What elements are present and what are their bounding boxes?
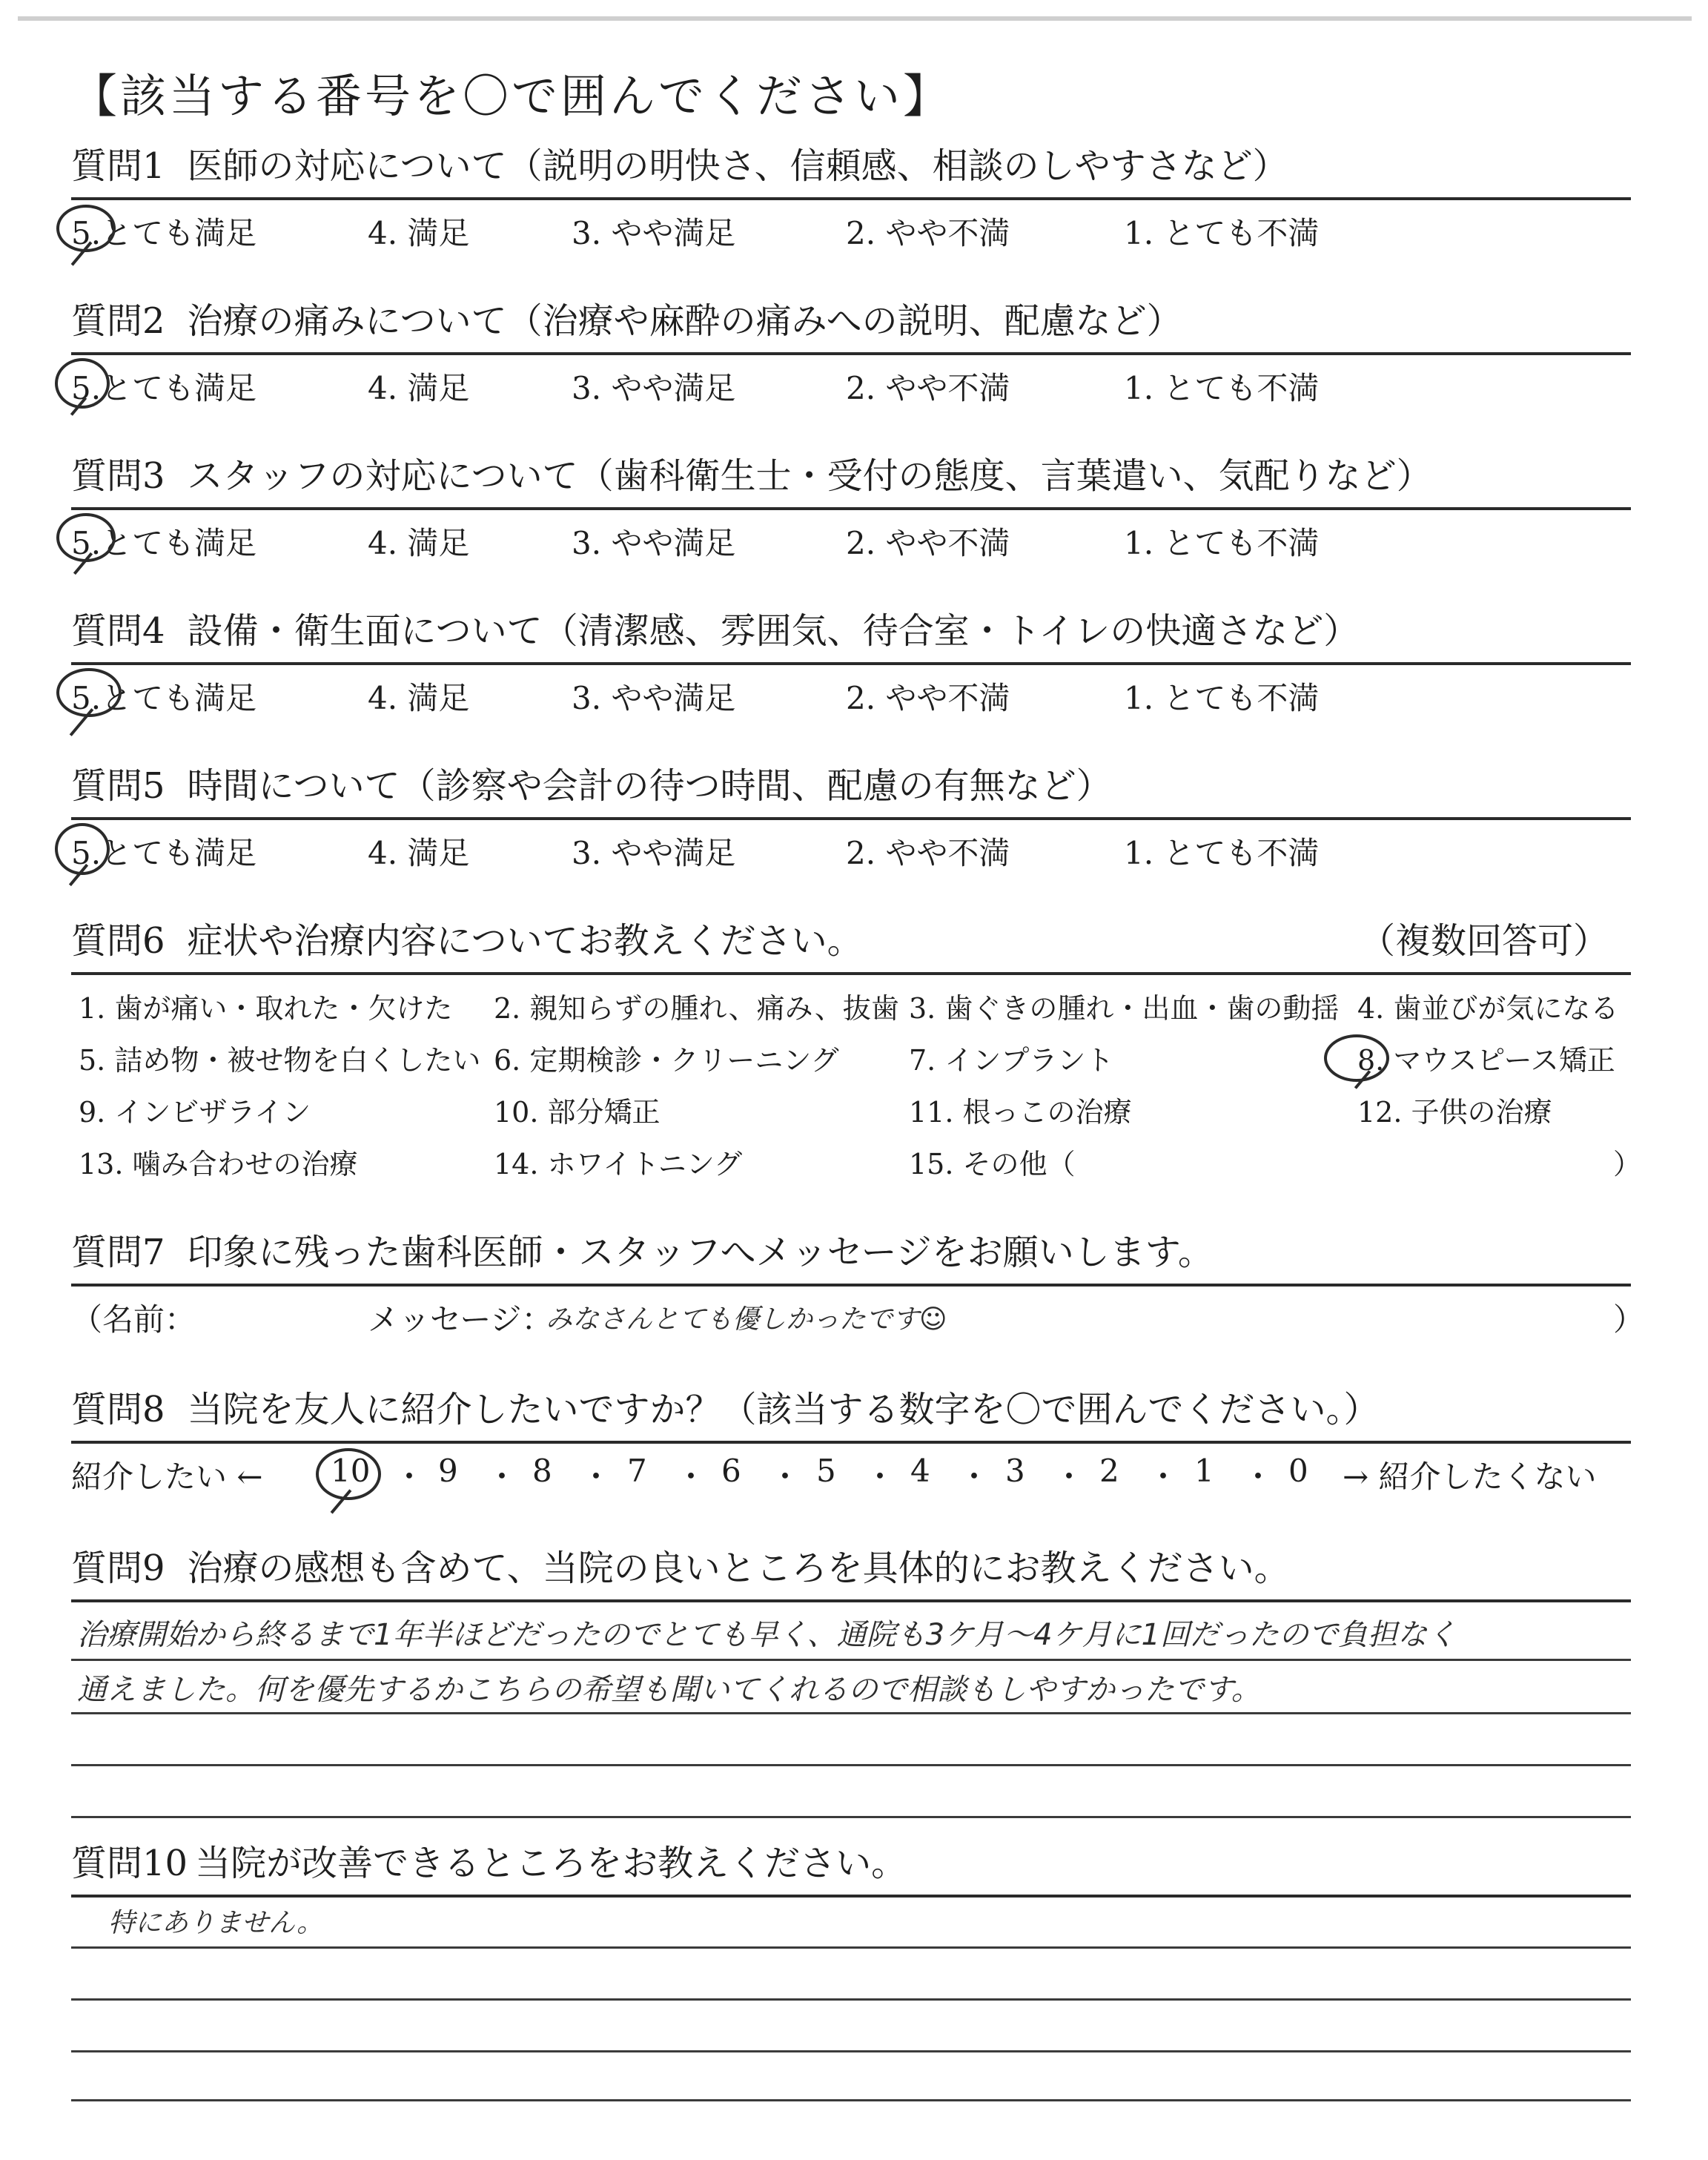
question-text: 治療の感想も含めて、当院の良いところを具体的にお教えください。: [187, 1548, 1290, 1589]
treatment-option-13[interactable]: 13. 噛み合わせの治療: [79, 1148, 358, 1180]
question-5: [71, 761, 1631, 916]
option-5[interactable]: 5.とても満足: [71, 835, 257, 871]
treatment-option-7[interactable]: 7. インプラント: [909, 1044, 1114, 1077]
answer-options: [71, 510, 1631, 562]
question-3: [71, 451, 1631, 606]
writing-line: [71, 2099, 1631, 2101]
scale-5[interactable]: 5: [816, 1453, 836, 1489]
scale-2[interactable]: 2: [1099, 1453, 1119, 1489]
treatment-option-4[interactable]: 4. 歯並びが気になる: [1357, 992, 1619, 1025]
treatment-option-15[interactable]: 15. その他（: [909, 1148, 1076, 1180]
treatment-option-3[interactable]: 3. 歯ぐきの腫れ・出血・歯の動揺: [909, 992, 1340, 1025]
option-5[interactable]: 5.とても満足: [71, 680, 257, 716]
treatment-option-6[interactable]: 6. 定期検診・クリーニング: [494, 1044, 839, 1077]
option-1[interactable]: 1. とても不満: [1124, 370, 1320, 406]
treatment-option-14[interactable]: 14. ホワイトニング: [494, 1148, 743, 1180]
answer-options: [71, 820, 1631, 872]
question-number: 質問10: [71, 1843, 188, 1884]
scale-6[interactable]: 6: [721, 1453, 741, 1489]
option-4[interactable]: 4. 満足: [368, 370, 470, 406]
option-3[interactable]: 3. やや満足: [572, 525, 736, 561]
writing-line: [71, 1764, 1631, 1766]
message-handwritten: みなさんとても優しかったです☺: [546, 1304, 947, 1335]
option-2[interactable]: 2. やや不満: [846, 370, 1010, 406]
treatment-option-12[interactable]: 12. 子供の治療: [1357, 1096, 1552, 1129]
question-6: [71, 916, 1642, 1227]
question-text: 医師の対応について（説明の明快さ、信頼感、相談のしやすさなど）: [187, 145, 1288, 187]
question-1: [71, 141, 1631, 296]
form-instruction: 【該当する番号を〇で囲んでください】: [71, 69, 953, 123]
question-9: [71, 1543, 1631, 1838]
treatment-option-8[interactable]: 8. マウスピース矯正: [1357, 1044, 1615, 1077]
question-number: 質問6: [71, 920, 165, 962]
treatment-option-1[interactable]: 1. 歯が痛い・取れた・欠けた: [79, 992, 453, 1025]
question-2: [71, 296, 1631, 451]
question-number: 質問9: [71, 1548, 165, 1589]
question-8: [71, 1384, 1631, 1543]
option-1[interactable]: 1. とても不満: [1124, 215, 1320, 251]
option-3[interactable]: 3. やや満足: [572, 215, 736, 251]
answer-options: [71, 355, 1631, 407]
writing-line: [71, 1712, 1631, 1714]
option-4[interactable]: 4. 満足: [368, 215, 470, 251]
option-1[interactable]: 1. とても不満: [1124, 525, 1320, 561]
recommend-scale: [71, 1444, 1631, 1500]
option-4[interactable]: 4. 満足: [368, 525, 470, 561]
option-3[interactable]: 3. やや満足: [572, 370, 736, 406]
multiple-answers-note: （複数回答可）: [1359, 920, 1609, 962]
scale-separator: ・: [959, 1459, 990, 1495]
answer-options: [71, 665, 1631, 717]
name-label: （名前：: [71, 1301, 196, 1338]
question-number: 質問7: [71, 1232, 165, 1273]
treatment-option-11[interactable]: 11. 根っこの治療: [909, 1096, 1132, 1129]
answer-options: [71, 200, 1631, 252]
answer-area: [71, 1898, 1631, 2113]
option-3[interactable]: 3. やや満足: [572, 680, 736, 716]
writing-line: [71, 1659, 1631, 1661]
scale-right-label: → 紹介したくない: [1343, 1459, 1597, 1495]
scale-9[interactable]: 9: [438, 1453, 458, 1489]
question-text: 治療の痛みについて（治療や麻酔の痛みへの説明、配慮など）: [187, 300, 1182, 342]
answer-area: [71, 1602, 1631, 1825]
scan-top-edge: [18, 16, 1692, 21]
question-number: 質問1: [71, 145, 165, 187]
option-2[interactable]: 2. やや不満: [846, 215, 1010, 251]
handwritten-answer-line-2: 通えました。何を優先するかこちらの希望も聞いてくれるので相談もしやすかったです。: [77, 1673, 1261, 1707]
option-4[interactable]: 4. 満足: [368, 835, 470, 871]
question-number: 質問5: [71, 765, 165, 807]
hand-circle-mark: [1324, 1034, 1389, 1082]
question-number: 質問3: [71, 455, 165, 497]
question-number: 質問8: [71, 1389, 165, 1430]
question-text: 時間について（診察や会計の待つ時間、配慮の有無など）: [187, 765, 1112, 807]
scale-left-label: 紹介したい ←: [71, 1459, 263, 1495]
option-2[interactable]: 2. やや不満: [846, 835, 1010, 871]
scale-1[interactable]: 1: [1194, 1453, 1214, 1489]
scale-separator: ・: [486, 1459, 518, 1495]
treatment-option-2[interactable]: 2. 親知らずの腫れ、痛み、抜歯: [494, 992, 899, 1025]
scale-4[interactable]: 4: [910, 1453, 930, 1489]
scale-separator: ・: [394, 1459, 426, 1495]
option-5[interactable]: 5.とても満足: [71, 215, 257, 251]
handwritten-answer: 特にありません。: [108, 1908, 324, 1938]
scale-separator: ・: [1148, 1459, 1179, 1495]
question-text: 症状や治療内容についてお教えください。: [187, 920, 863, 962]
survey-form: [71, 52, 1645, 2113]
question-number: 質問4: [71, 610, 165, 652]
option-1[interactable]: 1. とても不満: [1124, 835, 1320, 871]
question-number: 質問2: [71, 300, 165, 342]
writing-line: [71, 1998, 1631, 2001]
treatment-option-10[interactable]: 10. 部分矯正: [494, 1096, 661, 1129]
scale-7[interactable]: 7: [627, 1453, 647, 1489]
question-text: 当院が改善できるところをお教えください。: [195, 1843, 907, 1884]
scale-separator: ・: [675, 1459, 707, 1495]
message-label: メッセージ：: [368, 1301, 553, 1338]
close-paren: ）: [1613, 1301, 1645, 1338]
question-text: 当院を友人に紹介したいですか？（該当する数字を〇で囲んでください。）: [187, 1389, 1380, 1430]
scale-separator: ・: [580, 1459, 612, 1495]
scale-10[interactable]: 10: [331, 1453, 371, 1489]
question-text: 設備・衛生面について（清潔感、雰囲気、待合室・トイレの快適さなど）: [187, 610, 1360, 652]
treatment-option-5[interactable]: 5. 詰め物・被せ物を白くしたい: [79, 1044, 481, 1077]
scale-separator: ・: [1053, 1459, 1085, 1495]
question-7: [71, 1227, 1645, 1384]
scale-separator: ・: [864, 1459, 896, 1495]
option-4[interactable]: 4. 満足: [368, 680, 470, 716]
option-3[interactable]: 3. やや満足: [572, 835, 736, 871]
scale-0[interactable]: 0: [1288, 1453, 1308, 1489]
option-2[interactable]: 2. やや不満: [846, 680, 1010, 716]
writing-line: [71, 2050, 1631, 2052]
writing-line: [71, 1946, 1631, 1949]
question-10: [71, 1838, 1631, 2113]
other-close-paren: ）: [1613, 1148, 1642, 1180]
handwritten-answer-line-1: 治療開始から終るまで1年半ほどだったのでとても早く、通院も3ケ月〜4ケ月に1回だったので負担なく: [77, 1618, 1457, 1652]
option-5[interactable]: 5.とても満足: [71, 525, 257, 561]
option-5[interactable]: 5.とても満足: [71, 370, 257, 406]
question-4: [71, 606, 1631, 761]
scale-8[interactable]: 8: [532, 1453, 552, 1489]
scale-separator: ・: [769, 1459, 801, 1495]
option-1[interactable]: 1. とても不満: [1124, 680, 1320, 716]
message-row: [71, 1287, 1645, 1338]
question-text: 印象に残った歯科医師・スタッフへメッセージをお願いします。: [187, 1232, 1214, 1273]
question-text: スタッフの対応について（歯科衛生士・受付の態度、言葉遣い、気配りなど）: [187, 455, 1432, 497]
writing-line: [71, 1816, 1631, 1818]
option-2[interactable]: 2. やや不満: [846, 525, 1010, 561]
hand-circle-mark: [56, 513, 116, 562]
scale-separator: ・: [1242, 1459, 1274, 1495]
treatment-option-9[interactable]: 9. インビザライン: [79, 1096, 311, 1129]
treatment-options: [71, 975, 1642, 1198]
scale-3[interactable]: 3: [1005, 1453, 1025, 1489]
